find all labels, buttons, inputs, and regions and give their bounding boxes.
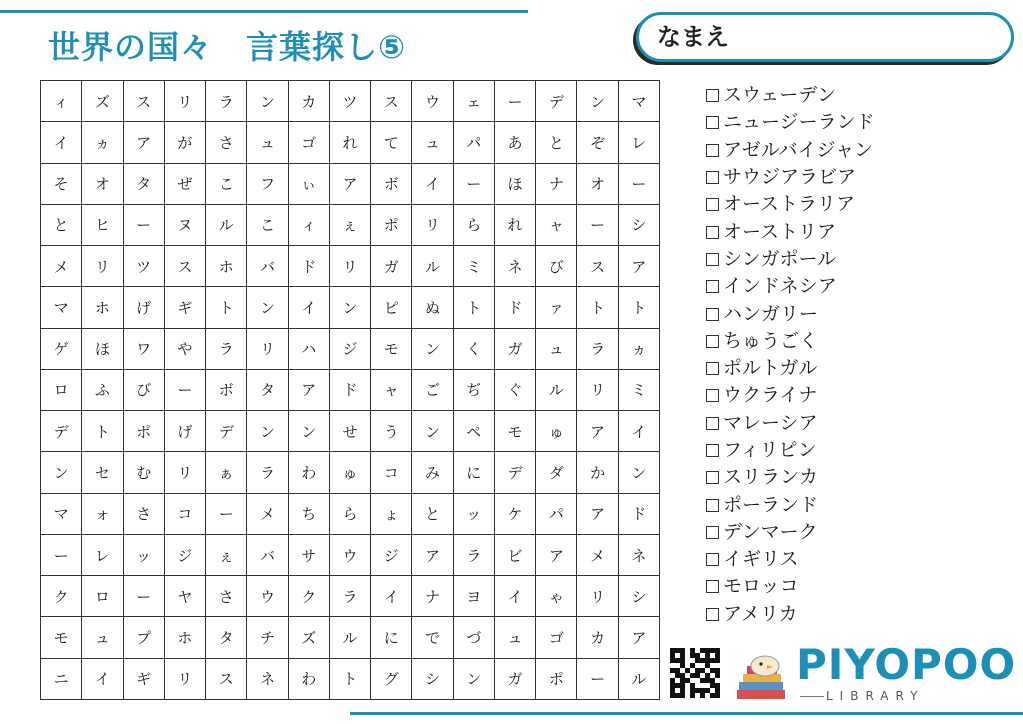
word-label: フィリピン <box>723 439 817 461</box>
grid-cell[interactable]: ヒ <box>82 205 123 246</box>
grid-cell[interactable]: リ <box>412 205 453 246</box>
checkbox[interactable] <box>706 499 719 512</box>
grid-cell[interactable]: ト <box>454 287 495 328</box>
grid-cell[interactable]: パ <box>536 494 577 535</box>
grid-cell[interactable]: ー <box>495 81 536 122</box>
grid-cell[interactable]: ネ <box>619 535 660 576</box>
grid-cell[interactable]: ダ <box>536 452 577 493</box>
grid-cell[interactable]: み <box>412 452 453 493</box>
grid-cell[interactable]: ッ <box>124 535 165 576</box>
checkbox[interactable] <box>706 580 719 593</box>
grid-cell[interactable]: づ <box>454 617 495 658</box>
grid-cell[interactable]: ガ <box>371 246 412 287</box>
grid-cell[interactable]: ネ <box>495 246 536 287</box>
word-list-item <box>706 601 1006 628</box>
grid-cell[interactable]: ホ <box>165 617 206 658</box>
grid-cell[interactable]: ッ <box>454 494 495 535</box>
grid-cell[interactable]: イ <box>41 122 82 163</box>
word-list-item <box>706 328 1006 355</box>
grid-cell[interactable]: ス <box>165 246 206 287</box>
grid-cell[interactable]: ア <box>412 535 453 576</box>
grid-cell[interactable]: れ <box>495 205 536 246</box>
grid-cell[interactable]: ジ <box>330 329 371 370</box>
word-label: マレーシア <box>723 411 818 434</box>
grid-cell[interactable]: イ <box>289 287 330 328</box>
word-list-item <box>706 82 1006 109</box>
grid-cell[interactable]: ヵ <box>82 122 123 163</box>
grid-cell[interactable]: ン <box>619 452 660 493</box>
grid-cell[interactable]: ヵ <box>619 329 660 370</box>
grid-cell[interactable]: ナ <box>412 576 453 617</box>
chick-on-books-icon <box>735 652 795 702</box>
grid-cell[interactable]: ポ <box>124 411 165 452</box>
word-label: サウジアラビア <box>723 166 857 189</box>
grid-cell[interactable]: ド <box>289 246 330 287</box>
grid-cell[interactable]: ゅ <box>536 411 577 452</box>
grid-cell[interactable]: ビ <box>495 535 536 576</box>
grid-cell[interactable]: に <box>454 452 495 493</box>
word-label: オーストリア <box>723 220 837 243</box>
grid-cell[interactable]: モ <box>495 411 536 452</box>
grid-cell[interactable]: グ <box>371 659 412 700</box>
grid-cell[interactable]: ハ <box>289 329 330 370</box>
grid-cell[interactable]: ア <box>577 411 618 452</box>
word-label: ちゅうごく <box>723 329 819 352</box>
word-list-item <box>706 437 1006 464</box>
grid-cell[interactable]: ー <box>454 164 495 205</box>
grid-cell[interactable]: ぞ <box>577 122 618 163</box>
grid-cell[interactable]: ル <box>330 617 371 658</box>
grid-cell[interactable]: ン <box>247 81 288 122</box>
grid-cell[interactable]: ル <box>412 246 453 287</box>
word-label: デンマーク <box>723 520 818 543</box>
grid-cell[interactable]: コ <box>165 494 206 535</box>
grid-cell[interactable]: ぁ <box>206 452 247 493</box>
grid-cell[interactable]: ト <box>82 411 123 452</box>
grid-cell[interactable]: が <box>165 122 206 163</box>
brand-logo: PIYOPOO <box>796 640 1017 689</box>
grid-cell[interactable]: ド <box>495 287 536 328</box>
word-label: スウェーデン <box>723 84 836 107</box>
word-label: モロッコ <box>723 575 799 598</box>
grid-cell[interactable]: デ <box>41 411 82 452</box>
word-list-item <box>706 382 1006 409</box>
grid-cell[interactable]: ぐ <box>495 370 536 411</box>
word-label: ハンガリー <box>723 302 819 325</box>
grid-cell[interactable]: ふ <box>82 370 123 411</box>
grid-cell[interactable]: ン <box>330 287 371 328</box>
top-rule <box>0 10 528 13</box>
word-label: オーストラリア <box>723 193 856 216</box>
grid-cell[interactable]: メ <box>247 494 288 535</box>
grid-cell[interactable]: ペ <box>454 411 495 452</box>
grid-cell[interactable]: げ <box>165 411 206 452</box>
grid-cell[interactable]: イ <box>619 411 660 452</box>
grid-cell[interactable]: オ <box>82 164 123 205</box>
grid-cell[interactable]: ー <box>165 370 206 411</box>
grid-cell[interactable]: ア <box>577 494 618 535</box>
grid-cell[interactable]: む <box>124 452 165 493</box>
grid-cell[interactable]: デ <box>536 81 577 122</box>
grid-cell[interactable]: ツ <box>124 246 165 287</box>
grid-cell[interactable]: イ <box>82 659 123 700</box>
grid-cell[interactable]: ぢ <box>454 370 495 411</box>
grid-cell[interactable]: ア <box>619 246 660 287</box>
grid-cell[interactable]: れ <box>330 122 371 163</box>
word-list-item <box>706 273 1006 300</box>
grid-cell[interactable]: ト <box>206 287 247 328</box>
grid-cell[interactable]: リ <box>577 370 618 411</box>
bottom-rule <box>350 712 1023 715</box>
grid-cell[interactable]: ャ <box>536 205 577 246</box>
grid-cell[interactable]: モ <box>371 329 412 370</box>
grid-cell[interactable]: ワ <box>124 329 165 370</box>
grid-cell[interactable]: ボ <box>206 370 247 411</box>
checkbox[interactable] <box>706 417 719 430</box>
grid-cell[interactable]: ら <box>330 494 371 535</box>
grid-cell[interactable]: ぇ <box>206 535 247 576</box>
grid-cell[interactable]: ミ <box>454 246 495 287</box>
grid-cell[interactable]: ュ <box>536 329 577 370</box>
grid-cell[interactable]: あ <box>495 122 536 163</box>
grid-cell[interactable]: ィ <box>289 205 330 246</box>
grid-cell[interactable]: ア <box>330 164 371 205</box>
qr-code-icon <box>670 648 720 698</box>
grid-cell[interactable]: さ <box>124 494 165 535</box>
grid-cell[interactable]: ア <box>289 370 330 411</box>
grid-cell[interactable]: ン <box>577 81 618 122</box>
grid-cell[interactable]: ナ <box>536 164 577 205</box>
checkbox[interactable] <box>706 171 719 184</box>
checkbox[interactable] <box>706 362 719 375</box>
grid-cell[interactable]: ド <box>330 370 371 411</box>
grid-cell[interactable]: ポ <box>536 659 577 700</box>
checkbox[interactable] <box>706 553 719 566</box>
word-label: アメリカ <box>723 602 798 625</box>
grid-cell[interactable]: マ <box>41 494 82 535</box>
grid-cell[interactable]: せ <box>330 411 371 452</box>
grid-cell[interactable]: ほ <box>495 164 536 205</box>
word-label: ポーランド <box>723 493 819 516</box>
grid-cell[interactable]: ェ <box>454 81 495 122</box>
grid-cell[interactable]: ク <box>289 576 330 617</box>
checkbox[interactable] <box>706 144 719 157</box>
word-list-item <box>706 218 1006 245</box>
checkbox[interactable] <box>706 471 719 484</box>
grid-cell[interactable]: ァ <box>536 287 577 328</box>
grid-cell[interactable]: ト <box>330 659 371 700</box>
grid-cell[interactable]: ア <box>124 122 165 163</box>
grid-cell[interactable]: ル <box>536 370 577 411</box>
checkbox[interactable] <box>706 308 719 321</box>
grid-cell[interactable]: ご <box>412 370 453 411</box>
grid-cell[interactable]: ズ <box>82 81 123 122</box>
word-label: ニュージーランド <box>723 111 875 134</box>
grid-cell[interactable]: ぬ <box>412 287 453 328</box>
grid-cell[interactable]: レ <box>82 535 123 576</box>
grid-cell[interactable]: ゲ <box>41 329 82 370</box>
grid-cell[interactable]: バ <box>247 246 288 287</box>
grid-cell[interactable]: マ <box>41 287 82 328</box>
grid-cell[interactable]: ミ <box>619 370 660 411</box>
word-list-item <box>706 410 1006 437</box>
checkbox[interactable] <box>706 389 719 402</box>
word-list-item <box>706 546 1006 573</box>
grid-cell[interactable]: シ <box>619 576 660 617</box>
grid-cell[interactable]: セ <box>82 452 123 493</box>
grid-cell[interactable]: ト <box>577 287 618 328</box>
grid-cell[interactable]: ー <box>619 164 660 205</box>
grid-cell[interactable]: ン <box>412 411 453 452</box>
grid-cell[interactable]: ゃ <box>536 576 577 617</box>
grid-cell[interactable]: ロ <box>82 576 123 617</box>
grid-cell[interactable]: リ <box>577 576 618 617</box>
word-label: インドネシア <box>723 275 837 298</box>
grid-cell[interactable]: ピ <box>371 287 412 328</box>
grid-cell[interactable]: ぇ <box>330 205 371 246</box>
word-list-item <box>706 246 1006 273</box>
word-label: ウクライナ <box>723 384 818 407</box>
checkbox[interactable] <box>706 335 719 348</box>
grid-cell[interactable]: ス <box>124 81 165 122</box>
grid-cell[interactable]: ラ <box>577 329 618 370</box>
grid-cell[interactable]: ィ <box>41 81 82 122</box>
grid-cell[interactable]: ー <box>124 576 165 617</box>
grid-cell[interactable]: く <box>454 329 495 370</box>
word-list-item <box>706 164 1006 191</box>
checkbox[interactable] <box>706 444 719 457</box>
grid-cell[interactable]: ウ <box>330 535 371 576</box>
grid-cell[interactable]: ド <box>619 494 660 535</box>
word-list-item <box>706 191 1006 218</box>
grid-cell[interactable]: ラ <box>206 81 247 122</box>
grid-cell[interactable]: ュ <box>495 617 536 658</box>
grid-cell[interactable]: そ <box>41 164 82 205</box>
grid-cell[interactable]: こ <box>247 205 288 246</box>
grid-cell[interactable]: ロ <box>41 370 82 411</box>
grid-cell[interactable]: パ <box>454 122 495 163</box>
grid-cell[interactable]: や <box>165 329 206 370</box>
grid-cell[interactable]: ン <box>247 411 288 452</box>
grid-cell[interactable]: び <box>124 370 165 411</box>
grid-cell[interactable]: ガ <box>495 329 536 370</box>
brand-divider <box>800 696 824 697</box>
grid-cell[interactable]: ラ <box>206 329 247 370</box>
grid-cell[interactable]: と <box>536 122 577 163</box>
grid-cell[interactable]: ュ <box>247 122 288 163</box>
grid-cell[interactable]: で <box>412 617 453 658</box>
word-list-item <box>706 573 1006 600</box>
grid-cell[interactable]: オ <box>577 164 618 205</box>
grid-cell[interactable]: ン <box>412 329 453 370</box>
checkbox[interactable] <box>706 253 719 266</box>
grid-cell[interactable]: リ <box>165 452 206 493</box>
word-search-grid <box>40 80 660 700</box>
grid-cell[interactable]: イ <box>412 164 453 205</box>
grid-cell[interactable]: チ <box>247 617 288 658</box>
grid-cell[interactable]: ウ <box>247 576 288 617</box>
grid-cell[interactable]: ツ <box>330 81 371 122</box>
grid-cell[interactable]: ラ <box>454 535 495 576</box>
checkbox[interactable] <box>706 608 719 621</box>
grid-cell[interactable]: さ <box>206 122 247 163</box>
grid-cell[interactable]: ア <box>536 535 577 576</box>
grid-cell[interactable]: サ <box>289 535 330 576</box>
grid-cell[interactable]: リ <box>82 246 123 287</box>
word-label: アゼルバイジャン <box>723 138 874 161</box>
grid-cell[interactable]: デ <box>206 411 247 452</box>
word-list <box>706 82 1006 628</box>
grid-cell[interactable]: さ <box>206 576 247 617</box>
checkbox[interactable] <box>706 89 719 102</box>
grid-cell[interactable]: ン <box>454 659 495 700</box>
checkbox[interactable] <box>706 226 719 239</box>
grid-cell[interactable]: げ <box>124 287 165 328</box>
grid-cell[interactable]: ク <box>41 576 82 617</box>
grid-cell[interactable]: ー <box>124 205 165 246</box>
word-list-item <box>706 137 1006 164</box>
grid-cell[interactable]: か <box>577 452 618 493</box>
checkbox[interactable] <box>706 526 719 539</box>
grid-cell[interactable]: て <box>371 122 412 163</box>
name-field[interactable] <box>636 12 1014 62</box>
grid-cell[interactable]: ヌ <box>165 205 206 246</box>
grid-cell[interactable]: ォ <box>82 494 123 535</box>
grid-cell[interactable]: ル <box>206 205 247 246</box>
grid-cell[interactable]: マ <box>619 81 660 122</box>
grid-cell[interactable]: タ <box>124 164 165 205</box>
page-title: 世界の国々 言葉探し⑤ <box>48 28 407 66</box>
grid-cell[interactable]: ー <box>206 494 247 535</box>
grid-cell[interactable]: び <box>536 246 577 287</box>
grid-cell[interactable]: フ <box>247 164 288 205</box>
grid-cell[interactable]: ス <box>577 246 618 287</box>
word-label: シンガポール <box>723 247 837 270</box>
grid-cell[interactable]: ラ <box>247 452 288 493</box>
grid-cell[interactable]: ゅ <box>330 452 371 493</box>
grid-cell[interactable]: ホ <box>82 287 123 328</box>
word-list-item <box>706 355 1006 382</box>
grid-cell[interactable]: ニ <box>41 659 82 700</box>
grid-cell[interactable]: ュ <box>412 122 453 163</box>
grid-cell[interactable]: ア <box>619 617 660 658</box>
word-list-item <box>706 519 1006 546</box>
grid-cell[interactable]: リ <box>330 246 371 287</box>
grid-cell[interactable]: デ <box>495 452 536 493</box>
grid-cell[interactable]: ぜ <box>165 164 206 205</box>
grid-cell[interactable]: ガ <box>495 659 536 700</box>
grid-cell[interactable]: プ <box>124 617 165 658</box>
grid-cell[interactable]: ン <box>289 411 330 452</box>
grid-cell[interactable]: わ <box>289 452 330 493</box>
word-label: スリランカ <box>723 466 819 489</box>
checkbox[interactable] <box>706 280 719 293</box>
grid-cell[interactable]: ジ <box>371 535 412 576</box>
grid-cell[interactable]: と <box>41 205 82 246</box>
grid-cell[interactable]: ー <box>577 205 618 246</box>
grid-cell[interactable]: に <box>371 617 412 658</box>
grid-cell[interactable]: ギ <box>165 287 206 328</box>
grid-cell[interactable]: ス <box>371 81 412 122</box>
grid-cell[interactable]: ー <box>41 535 82 576</box>
grid-cell[interactable]: ジ <box>165 535 206 576</box>
grid-cell[interactable]: シ <box>412 659 453 700</box>
word-list-item <box>706 491 1006 518</box>
grid-cell[interactable]: ゴ <box>289 122 330 163</box>
grid-cell[interactable]: ボ <box>371 164 412 205</box>
grid-cell[interactable]: タ <box>206 617 247 658</box>
word-list-item <box>706 464 1006 491</box>
word-label: ポルトガル <box>723 357 818 380</box>
grid-cell[interactable]: レ <box>619 122 660 163</box>
grid-cell[interactable]: カ <box>289 81 330 122</box>
grid-cell[interactable]: リ <box>247 329 288 370</box>
grid-cell[interactable]: ウ <box>412 81 453 122</box>
grid-cell[interactable]: ほ <box>82 329 123 370</box>
grid-cell[interactable]: ン <box>247 287 288 328</box>
brand-subtitle: LIBRARY <box>826 689 925 703</box>
grid-cell[interactable]: イ <box>371 576 412 617</box>
grid-cell[interactable]: タ <box>247 370 288 411</box>
word-label: イギリス <box>723 548 799 571</box>
grid-cell[interactable]: リ <box>165 81 206 122</box>
grid-cell[interactable]: ヨ <box>454 576 495 617</box>
grid-cell[interactable]: モ <box>41 617 82 658</box>
grid-cell[interactable]: ケ <box>495 494 536 535</box>
grid-cell[interactable]: う <box>371 411 412 452</box>
grid-cell[interactable]: わ <box>289 659 330 700</box>
grid-cell[interactable]: と <box>412 494 453 535</box>
grid-cell[interactable]: イ <box>495 576 536 617</box>
name-label: なまえ <box>657 23 729 51</box>
grid-cell[interactable]: ゴ <box>536 617 577 658</box>
grid-cell[interactable]: ル <box>619 659 660 700</box>
grid-cell[interactable]: ラ <box>330 576 371 617</box>
grid-cell[interactable]: ょ <box>371 494 412 535</box>
grid-cell[interactable]: ち <box>289 494 330 535</box>
grid-cell[interactable]: ズ <box>289 617 330 658</box>
grid-cell[interactable]: ヤ <box>165 576 206 617</box>
grid-cell[interactable]: メ <box>577 535 618 576</box>
grid-cell[interactable]: ホ <box>206 246 247 287</box>
checkbox[interactable] <box>706 198 719 211</box>
grid-cell[interactable]: メ <box>41 246 82 287</box>
grid-cell[interactable]: ト <box>619 287 660 328</box>
grid-cell[interactable]: コ <box>371 452 412 493</box>
grid-cell[interactable]: ギ <box>124 659 165 700</box>
grid-cell[interactable]: ス <box>206 659 247 700</box>
checkbox[interactable] <box>706 116 719 129</box>
grid-cell[interactable]: ュ <box>82 617 123 658</box>
grid-cell[interactable]: ャ <box>371 370 412 411</box>
grid-cell[interactable]: バ <box>247 535 288 576</box>
grid-cell[interactable]: ー <box>577 659 618 700</box>
grid-cell[interactable]: カ <box>577 617 618 658</box>
grid-cell[interactable]: ポ <box>371 205 412 246</box>
grid-cell[interactable]: ン <box>41 452 82 493</box>
grid-cell[interactable]: こ <box>206 164 247 205</box>
grid-cell[interactable]: ら <box>454 205 495 246</box>
grid-cell[interactable]: ぃ <box>289 164 330 205</box>
grid-cell[interactable]: ネ <box>247 659 288 700</box>
grid-cell[interactable]: シ <box>619 205 660 246</box>
word-list-item <box>706 300 1006 327</box>
grid-cell[interactable]: リ <box>165 659 206 700</box>
word-list-item <box>706 109 1006 136</box>
